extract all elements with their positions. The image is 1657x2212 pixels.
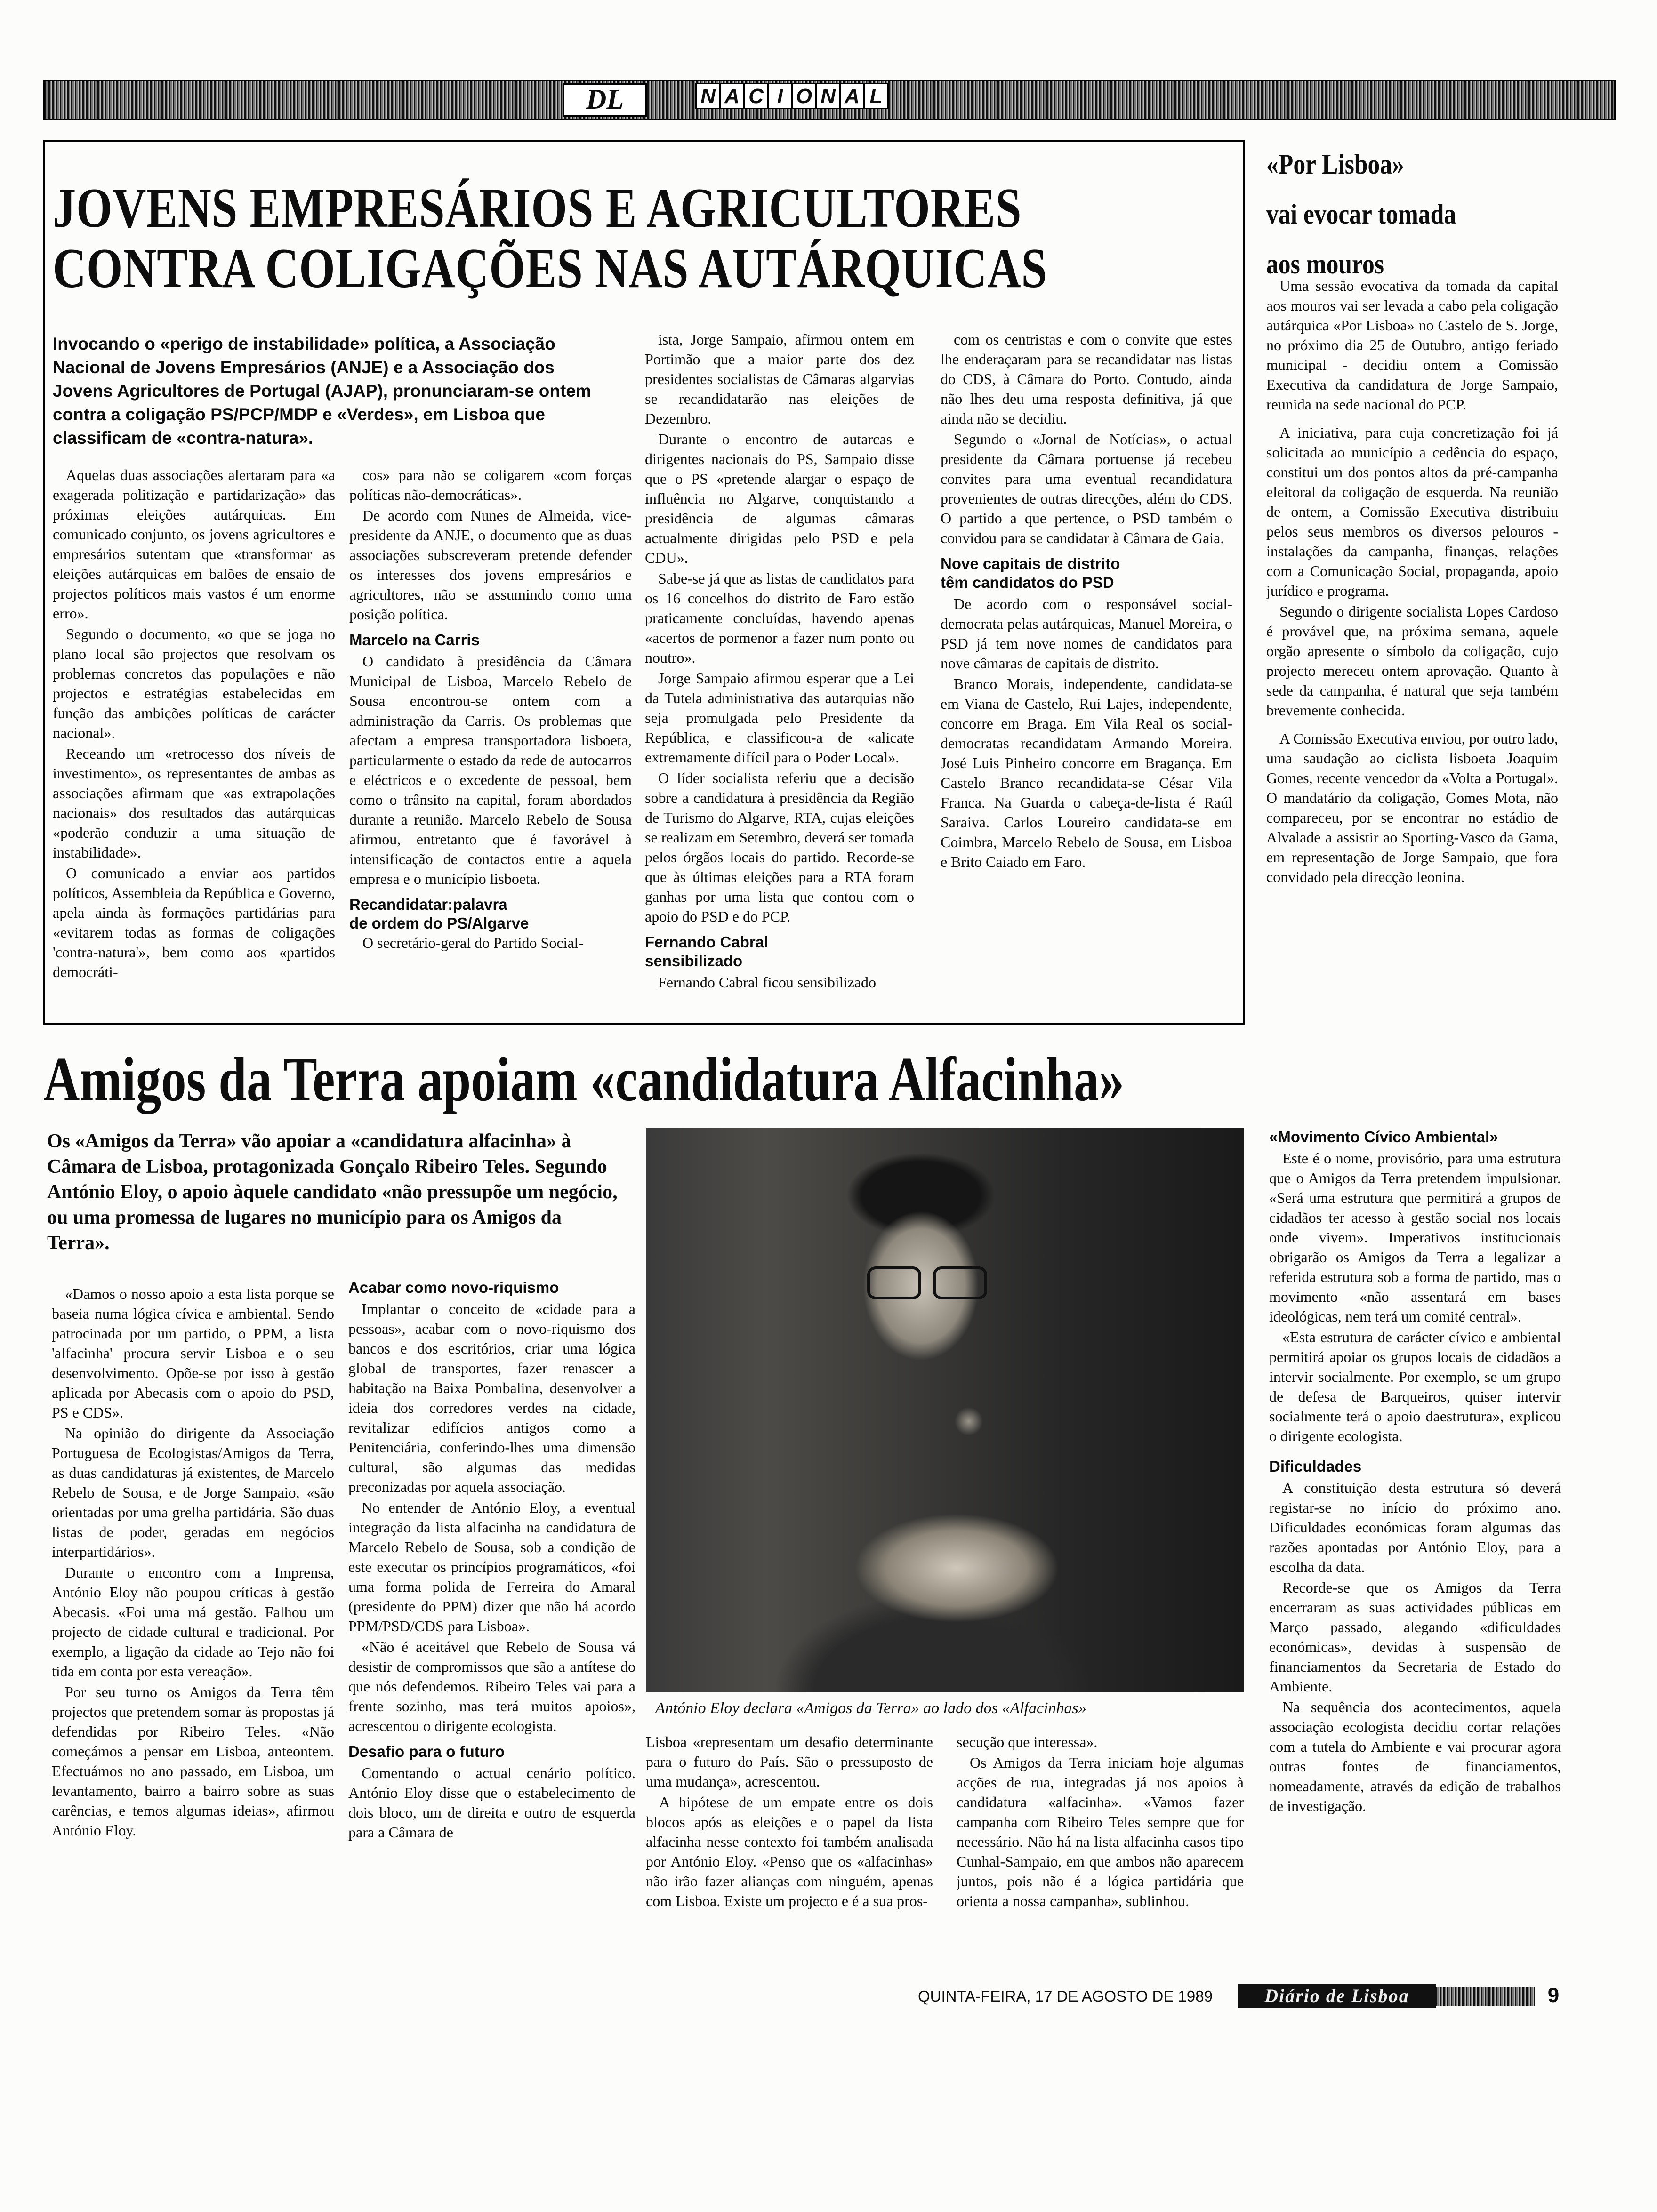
paragraph: Segundo o documento, «o que se joga no plano local são projectos que resolvam os problemas concretos das populações e não projectos e estratégias estabelecidas em função das ambições políticas de carácter nacional».	[53, 625, 335, 741]
subheading: Dificuldades	[1269, 1458, 1362, 1475]
paragraph: cos» para não se coligarem «com forças políticas não-democráticas».	[349, 466, 632, 503]
portrait-photo	[646, 1128, 1244, 1692]
paragraph: secução que interessa».	[957, 1733, 1098, 1750]
paragraph: Durante o encontro com a Imprensa, António Eloy não poupou críticas à gestão Abecasis. «Foi uma má gestão. Falhou um projecto de cidade cultural e tradicional. Por exemplo, a ligação da cidade ao Tejo não foi tida em conta por esta vereação».	[52, 1564, 334, 1680]
subheading	[941, 554, 1232, 592]
subheading: Desafio para o futuro	[348, 1743, 505, 1760]
story1-column-2	[349, 465, 632, 1020]
paragraph: com os centristas e com o convite que estes lhe enderaçaram para se recandidatar nas listas do CDS, à Câmara do Porto. Contudo, ainda não lhes deu uma resposta definitiva, já que ainda não se decidiu.	[941, 331, 1232, 427]
headline-line: aos mouros	[1266, 248, 1384, 280]
subheading: Marcelo na Carris	[349, 631, 480, 649]
section-letter: L	[863, 83, 889, 109]
paragraph: Implantar o conceito de «cidade para a pessoas», acabar com o novo-riquismo dos bancos e dos escritórios, criar uma lógica global de transportes, fazer renascer a habitação na Baixa Pombalina, desenvolver a ideia dos corredores verdes na cidade, revitalizar edifícios antigos como a Penitenciária, conferindo-lhes uma dimensão cultural, são algumas das medidas preconizadas por aquela associação.	[348, 1300, 635, 1495]
story2-headline	[1266, 139, 1525, 289]
story3-column-2	[348, 1278, 635, 1947]
paragraph: Os Amigos da Terra iniciam hoje algumas acções de rua, integradas já nos apoios à candidatura «alfacinha». «Vamos fazer campanha com Ribeiro Teles sempre que for necessário. Não há na lista alfacinha casos tipo Cunhal-Sampaio, em que ambos não aparecem juntos, pois não é a lógica partidária que orienta a nossa campanha», sublinhou.	[957, 1754, 1244, 1909]
section-letter: I	[767, 83, 793, 109]
subheading-line: sensibilizado	[645, 952, 743, 970]
glasses-icon	[867, 1266, 989, 1299]
headline-line: CONTRA COLIGAÇÕES NAS AUTÁRQUICAS	[53, 237, 1047, 299]
story3-column-5	[1269, 1128, 1561, 1984]
headline-line: «Por Lisboa»	[1266, 149, 1404, 180]
subheading-line: Nove capitais de distrito	[941, 555, 1120, 572]
paragraph: O líder socialista referiu que a decisão sobre a candidatura à presidência da Região de Turismo do Algarve, RTA, cujas eleições se realizam em Setembro, deverá ser tomada pelos órgãos locais do partido. Recorde-se que às últimas eleições para a RTA foram ganhas por uma lista que contou com o apoio do PSD e do PCP.	[645, 769, 914, 925]
photo-caption: António Eloy declara «Amigos da Terra» ao lado dos «Alfacinhas»	[655, 1699, 1086, 1717]
subheading	[349, 895, 632, 933]
paragraph: Segundo o dirigente socialista Lopes Cardoso é provável que, na próxima semana, aquele orgão apresente o símbolo da coligação, cujo projecto mereceu ontem aprovação. Quanto à sede da campanha, é natural que seja também brevemente conhecida.	[1266, 603, 1558, 719]
story1-column-1	[53, 465, 335, 1020]
paragraph: A hipótese de um empate entre os dois blocos após as eleições e o papel da lista alfacinha nesse contexto foi também analisada por António Eloy. «Penso que os «alfacinhas» não irão fazer alianças com ninguém, apenas com Lisboa. Existe um projecto e é a sua pros-	[646, 1794, 933, 1909]
story3-column-1	[52, 1284, 334, 1952]
paragraph: Jorge Sampaio afirmou esperar que a Lei da Tutela administrativa das autarquias não seja promulgada pelo Presidente da República, e classificou-a de «alicate extremamente difícil para o Poder Local».	[645, 670, 914, 766]
paragraph: O comunicado a enviar aos partidos políticos, Assembleia da República e Governo, apela ainda às formações partidárias para «evitarem todas as formas de coligações 'contra-natura'», bem como aos «partidos democráti-	[53, 865, 335, 980]
story3-column-4	[957, 1732, 1244, 1986]
subheading-line: de ordem do PS/Algarve	[349, 914, 529, 932]
paragraph: Por seu turno os Amigos da Terra têm projectos que pretendem somar às propostas já defendidas por Ribeiro Teles. «Não começámos a pensar em Lisboa, anteontem. Efectuámos no ano passado, em Lisboa, um levantamento, bairro a bairro sobre as suas carências, e temos algumas ideias», afirmou António Eloy.	[52, 1683, 334, 1839]
paragraph: Aquelas duas associações alertaram para «a exagerada politização e partidarização» das próximas eleições autárquicas. Em comunicado conjunto, os jovens agricultores e empresários sutentam que «transformar as eleições autárquicas em balões de ensaio de projectos políticos mais vastos é um enorme erro».	[53, 466, 335, 622]
section-letter: C	[743, 83, 769, 109]
section-letter: N	[695, 83, 721, 109]
story3-lead: Os «Amigos da Terra» vão apoiar a «candidatura alfacinha» à Câmara de Lisboa, protagonizada Gonçalo Ribeiro Teles. Segundo António Eloy, o apoio àquele candidato «não pressupõe um negócio, ou uma promessa de lugares no município para os Amigos da Terra».	[47, 1130, 618, 1254]
paragraph: Comentando o actual cenário político. António Eloy disse que o estabelecimento de dois bloco, um de direita e outro de esquerda para a Câmara de	[348, 1764, 635, 1841]
paragraph: «Esta estrutura de carácter cívico e ambiental permitirá apoiar os grupos locais de cidadãos a intervir socialmente. Por exemplo, se um grupo de defesa de Barqueiros, quiser intervir socialmente terá o apoio daestrutura», explicou o dirigente ecologista.	[1269, 1329, 1561, 1444]
paragraph: A Comissão Executiva enviou, por outro lado, uma saudação ao ciclista lisboeta Joaquim Gomes, recente vencedor da «Volta a Portugal». O mandatário da coligação, Gomes Mota, não compareceu, por se encontrar no estádio de Alvalade a assistir ao Sporting-Vasco da Gama, em representação de Jorge Sampaio, que fora convidado pela direcção leonina.	[1266, 730, 1558, 885]
paragraph: Sabe-se já que as listas de candidatos para os 16 concelhos do distrito de Faro estão praticamente concluídas, havendo apenas «acertos de pormenor a fazer num ponto ou noutro».	[645, 570, 914, 666]
paragraph: Durante o encontro de autarcas e dirigentes nacionais do PS, Sampaio disse que o PS «pretende alargar o espaço de influência no Algarve, conquistando a presidência de algumas câmaras actualmente dirigidas pelo PSD e pela CDU».	[645, 431, 914, 566]
section-letter: O	[791, 83, 817, 109]
subheading-line: Fernando Cabral	[645, 933, 769, 951]
footer-date: QUINTA-FEIRA, 17 DE AGOSTO DE 1989	[918, 1988, 1213, 2005]
paragraph: Lisboa «representam um desafio determinante para o futuro do País. São o pressuposto de uma mudança», acrescentou.	[646, 1733, 933, 1790]
subheading-line: têm candidatos do PSD	[941, 574, 1114, 591]
headline-line: JOVENS EMPRESÁRIOS E AGRICULTORES	[53, 176, 1022, 239]
section-letter: N	[815, 83, 841, 109]
paragraph: «Damos o nosso apoio a esta lista porque se baseia numa lógica cívica e ambiental. Sendo patrocinada por um partido, o PPM, a lista 'alfacinha' procura servir Lisboa e o seu desenvolvimento. Opõe-se por isso à gestão aplicada por Abecasis com o apoio do PSD, PS e CDS».	[52, 1285, 334, 1421]
paragraph: A constituição desta estrutura só deverá registar-se no início do próximo ano. Dificuldades económicas foram algumas das razões apontadas por António Eloy, para a escolha da data.	[1269, 1479, 1561, 1575]
story3-column-3	[646, 1732, 933, 1986]
subheading: Acabar como novo-riquismo	[348, 1279, 559, 1296]
paragraph: Segundo o «Jornal de Notícias», o actual presidente da Câmara portuense já recebeu convites para uma eventual recandidatura provenientes de outras direcções, além do CDS. O partido a que pertence, o PSD também o convidou para se candidatar à Câmara de Gaia.	[941, 431, 1232, 546]
paragraph: Receando um «retrocesso dos níveis de investimento», os representantes de ambas as associações afirmam que «as extrapolações nacionais» dos resultados das autárquicas «poderão conduzir a uma situação de instabilidade».	[53, 745, 335, 861]
paragraph: Uma sessão evocativa da tomada da capital aos mouros vai ser levada a cabo pela coligação autárquica «Por Lisboa» no Castelo de S. Jorge, no próximo dia 25 de Outubro, antigo feriado municipal - decidiu ontem a Comissão Executiva da candidatura de Jorge Sampaio, reunida na sede nacional do PCP.	[1266, 277, 1558, 413]
paragraph: Fernando Cabral ficou sensibilizado	[658, 974, 876, 991]
paragraph: De acordo com Nunes de Almeida, vice-presidente da ANJE, o documento que as duas associações subscreveram pretende defender os interesses dos jovens empresários e agricultores, não se assumindo como uma posição política.	[349, 507, 632, 623]
story1-column-4	[941, 329, 1232, 1021]
page-number: 9	[1547, 1984, 1560, 2007]
subheading-line: Recandidatar:palavra	[349, 896, 507, 913]
section-letter: A	[719, 83, 745, 109]
paragraph: ista, Jorge Sampaio, afirmou ontem em Portimão que a maior parte dos dez presidentes socialistas de Câmaras algarvias se recandidatarão nas eleições de Dezembro.	[645, 331, 914, 427]
paragraph: De acordo com o responsável social-democrata pelas autárquicas, Manuel Moreira, o PSD já tem nove nomes de candidatos para nove câmaras de capitais de distrito.	[941, 595, 1232, 672]
paragraph: A iniciativa, para cuja concretização foi já solicitada ao município a cedência do espaço, constitui um dos pontos altos da pré-campanha eleitoral da coligação de esquerda. Na reunião de ontem, a Comissão Executiva distribuiu pelos seus membros os diversos pelouros - instalações da campanha, finanças, relações com a Comunicação Social, propaganda, apoio jurídico e programa.	[1266, 424, 1558, 599]
paragraph: Na sequência dos acontecimentos, aquela associação ecologista decidiu cortar relações com a tutela do Ambiente e vai procurar agora outras fontes de financiamentos, nomeadamente, através da edição de trabalhos de investigação.	[1269, 1699, 1561, 1814]
paragraph: No entender de António Eloy, a eventual integração da lista alfacinha na candidatura de Marcelo Rebelo de Sousa, sob a condição de este executar os princípios programáticos, «foi uma forma polida de Ferreira do Amaral (presidente do PPM) dizer que não há acordo PPM/PSD/CDS para Lisboa».	[348, 1499, 635, 1635]
headline-line: vai evocar tomada	[1266, 199, 1456, 230]
story1-lead: Invocando o «perigo de instabilidade» política, a Associação Nacional de Jovens Empresários (ANJE) e a Associação dos Jovens Agricultores de Portugal (AJAP), pronunciaram-se ontem contra a coligação PS/PCP/MDP e «Verdes», em Lisboa que classificam de «contra-natura».	[53, 334, 591, 448]
story1-column-3	[632, 329, 914, 1021]
section-tabs	[697, 83, 889, 116]
section-letter: A	[839, 83, 865, 109]
subheading: «Movimento Cívico Ambiental»	[1269, 1128, 1498, 1146]
story3-headline: Amigos da Terra apoiam «candidatura Alfacinha»	[43, 1044, 1125, 1114]
paragraph: Este é o nome, provisório, para uma estrutura que o Amigos da Terra pretendem impulsionar. «Será uma estrutura que permitirá a grupos de cidadãos ter acesso à gestão social nos locais onde vivem». Imperativos institucionais obrigarão os Amigos da Terra a legalizar a referida estrutura sob a forma de partido, mas o movimento «não assentará em bases ideológicas, nem terá um comité central».	[1269, 1150, 1561, 1325]
subheading	[645, 933, 914, 970]
paragraph: Branco Morais, independente, candidata-se em Viana de Castelo, Rui Lajes, independente, concorre em Braga. Em Vila Real os social-democratas recandidatam Armando Moreira. José Luis Pinheiro concorre em Bragança. Em Castelo Branco recandidata-se César Vila Franca. Na Guarda o cabeça-de-lista é Raúl Saraiva. Carlos Loureiro candidata-se em Coimbra, Marcelo Rebelo de Sousa, em Lisboa e Brito Caiado em Faro.	[941, 675, 1232, 870]
paragraph: O secretário-geral do Partido Social-	[362, 934, 584, 951]
paragraph: Recorde-se que os Amigos da Terra encerraram as suas actividades públicas em Março passado, alegando «dificuldades económicas», devidas à suspensão de financiamentos da Secretaria de Estado do Ambiente.	[1269, 1579, 1561, 1695]
footer-band	[1436, 1987, 1535, 2006]
section-logo: DL	[563, 83, 647, 117]
story2-column	[1266, 276, 1558, 1034]
footer-masthead: Diário de Lisboa	[1238, 1984, 1436, 2008]
story1-headline	[53, 176, 1047, 299]
paragraph: «Não é aceitável que Rebelo de Sousa vá desistir de compromissos que são a antítese do que nós defendemos. Ribeiro Teles vai para a frente sozinho, mas terá muitos apoios», acrescentou o dirigente ecologista.	[348, 1638, 635, 1734]
paragraph: Na opinião do dirigente da Associação Portuguesa de Ecologistas/Amigos da Terra, as duas candidaturas já existentes, de Marcelo Rebelo de Sousa, e de Jorge Sampaio, «são orientadas por uma grelha partidária. São duas listas de poder, geradas em negócios interpartidários».	[52, 1425, 334, 1560]
paragraph: O candidato à presidência da Câmara Municipal de Lisboa, Marcelo Rebelo de Sousa encontrou-se ontem com a administração da Carris. Os problemas que afectam a empresa transportadora lisboeta, particularmente o estado da rede de autocarros e eléctricos e o excedente de pessoal, bem como o trânsito na capital, foram abordados durante a reunião. Marcelo Rebelo de Sousa afirmou, entretanto que é favorável à intensificação de contactos entre a aquela empresa e o município lisboeta.	[349, 653, 632, 887]
